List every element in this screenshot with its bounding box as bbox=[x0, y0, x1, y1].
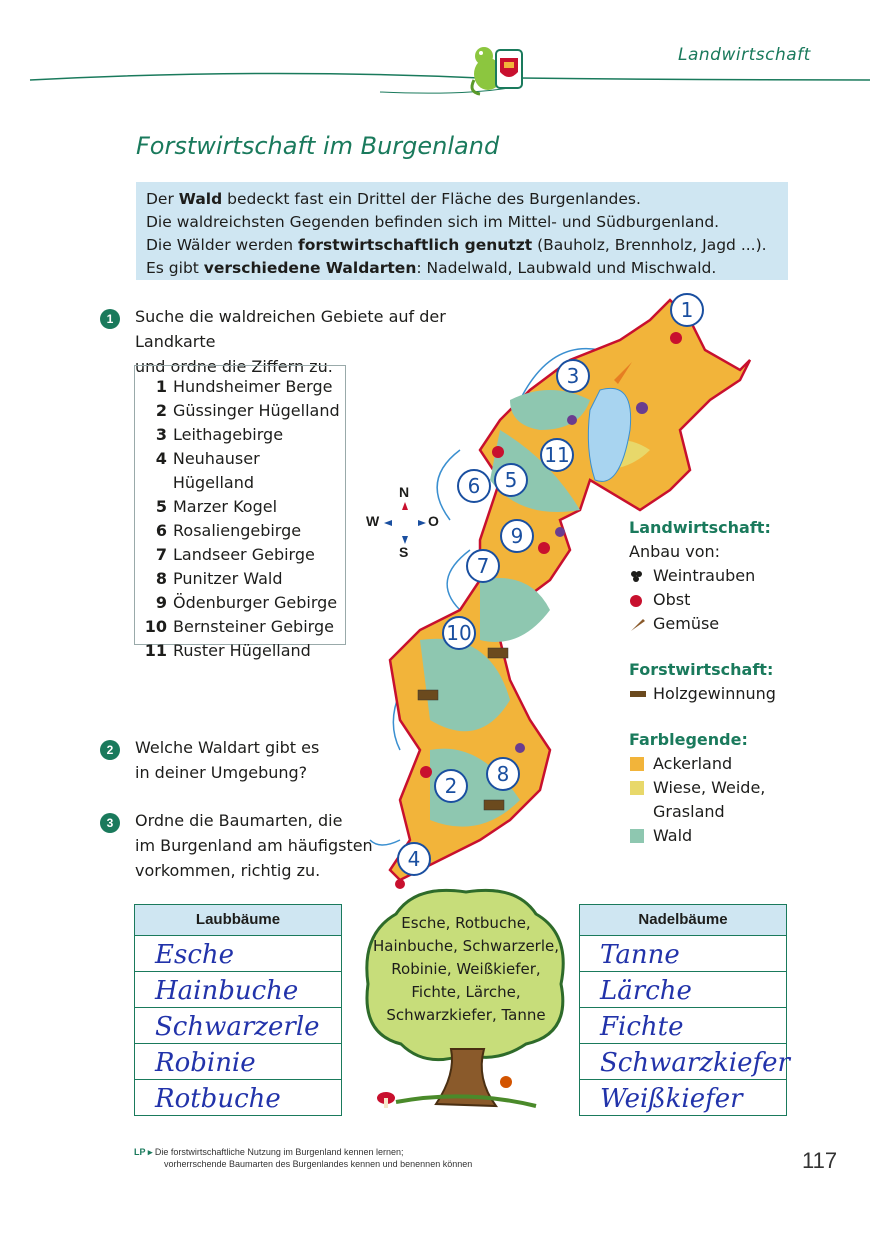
map-label-circle: 2 bbox=[434, 769, 468, 803]
legend-grapes: Weintrauben bbox=[629, 564, 829, 588]
legend-fruit: Obst bbox=[629, 588, 829, 612]
map-label-circle: 3 bbox=[556, 359, 590, 393]
laub-row[interactable]: Esche bbox=[135, 936, 341, 972]
grapes-icon bbox=[629, 568, 653, 584]
map-label-circle: 8 bbox=[486, 757, 520, 791]
region-item: 5 Marzer Kogel bbox=[155, 497, 278, 516]
map-label-circle: 4 bbox=[397, 842, 431, 876]
info-box bbox=[136, 182, 788, 280]
compass bbox=[366, 484, 442, 564]
region-item: 3 Leithagebirge bbox=[155, 425, 284, 444]
nadel-row[interactable]: Weißkiefer bbox=[600, 1084, 743, 1114]
compass-n: N bbox=[399, 484, 410, 500]
map-label-circle: 10 bbox=[442, 616, 476, 650]
section-title: Landwirtschaft bbox=[678, 45, 811, 65]
compass-o: O bbox=[428, 513, 439, 529]
nadel-header: Nadelbäume bbox=[580, 905, 786, 936]
laub-row[interactable]: Rotbuche bbox=[155, 1084, 281, 1114]
legend-forest: Wald bbox=[629, 824, 829, 848]
region-item: 10 Bernsteiner Gebirge bbox=[144, 617, 334, 636]
task-3-text: Ordne die Baumarten, die im Burgenland am häufigsten vorkommen, richtig zu. bbox=[135, 811, 373, 880]
legend-color-heading: Farblegende: bbox=[629, 730, 748, 749]
compass-arrows-icon bbox=[382, 500, 428, 546]
map-label-circle: 9 bbox=[500, 519, 534, 553]
footer-line-1: Die forstwirtschaftliche Nutzung im Burgenland kennen lernen; bbox=[154, 1147, 404, 1157]
task-number-1: 1 bbox=[100, 309, 120, 329]
wood-stack-icon bbox=[629, 689, 653, 699]
meadow-swatch bbox=[629, 780, 653, 796]
map-label-circle: 7 bbox=[466, 549, 500, 583]
lp-marker: LP ▸ bbox=[134, 1147, 153, 1157]
region-item: 2 Güssinger Hügelland bbox=[155, 401, 340, 420]
nadel-row[interactable]: Tanne bbox=[580, 936, 786, 972]
nadel-row[interactable]: Lärche bbox=[580, 972, 786, 1008]
forest-swatch bbox=[629, 828, 653, 844]
task-2-text: Welche Waldart gibt es in deiner Umgebung? bbox=[135, 738, 320, 782]
region-item: 9 Ödenburger Gebirge bbox=[155, 593, 338, 612]
region-item: 7 Landseer Gebirge bbox=[155, 545, 315, 564]
laub-row[interactable]: Robinie bbox=[135, 1044, 341, 1080]
map-label-circle: 1 bbox=[670, 293, 704, 327]
info-line-3: Die Wälder werden forstwirtschaftlich genutzt (Bauholz, Brennholz, Jagd ...). bbox=[146, 236, 767, 254]
carrot-icon bbox=[629, 616, 653, 632]
page-number: 117 bbox=[802, 1148, 838, 1173]
map-label-circle: 11 bbox=[540, 438, 574, 472]
task-1-text: Suche die waldreichen Gebiete auf der Landkarte und ordne die Ziffern zu. bbox=[135, 307, 446, 376]
footer-line-2: vorherrschende Baumarten des Burgenlandes kennen und benennen können bbox=[164, 1159, 473, 1169]
compass-w: W bbox=[366, 513, 380, 529]
legend-veg: Gemüse bbox=[629, 612, 829, 636]
legend bbox=[629, 518, 829, 848]
page-title: Forstwirtschaft im Burgenland bbox=[136, 132, 500, 160]
region-item: 4 Neuhauser Hügelland bbox=[155, 449, 260, 492]
region-list bbox=[135, 366, 345, 663]
region-names-box bbox=[134, 365, 346, 660]
legend-agri-heading: Landwirtschaft: bbox=[629, 518, 771, 537]
laub-row[interactable]: Schwarzerle bbox=[135, 1008, 341, 1044]
laubbaeume-table bbox=[134, 904, 342, 1116]
nadel-row[interactable]: Fichte bbox=[580, 1008, 786, 1044]
legend-meadow: Wiese, Weide, bbox=[629, 776, 829, 800]
region-item: 11 Ruster Hügelland bbox=[144, 641, 311, 660]
footer-learning-goals bbox=[134, 1146, 472, 1170]
laub-row[interactable]: Hainbuche bbox=[135, 972, 341, 1008]
map-label-circle: 6 bbox=[457, 469, 491, 503]
map-label-circle: 5 bbox=[494, 463, 528, 497]
region-item: 6 Rosaliengebirge bbox=[155, 521, 302, 540]
nadel-row[interactable]: Schwarzkiefer bbox=[580, 1044, 786, 1080]
laub-header: Laubbäume bbox=[135, 905, 341, 936]
nadelbaeume-table bbox=[579, 904, 790, 1116]
info-line-4: Es gibt verschiedene Waldarten: Nadelwald, Laubwald und Mischwald. bbox=[146, 259, 717, 277]
compass-s: S bbox=[399, 544, 409, 560]
tree-word-list: Esche, Rotbuche, Hainbuche, Schwarzerle, Robinie, Weißkiefer, Fichte, Lärche, Schwarzkiefer, Tanne bbox=[372, 914, 560, 1024]
info-line-2: Die waldreichsten Gegenden befinden sich im Mittel- und Südburgenland. bbox=[146, 213, 720, 231]
dragon-mascot-icon bbox=[466, 40, 528, 98]
legend-agri-sub: Anbau von: bbox=[629, 542, 721, 561]
apple-icon bbox=[629, 592, 653, 608]
legend-field: Ackerland bbox=[629, 752, 829, 776]
task-number-3: 3 bbox=[100, 813, 120, 833]
region-item: 1 Hundsheimer Berge bbox=[155, 377, 333, 396]
legend-wood: Holzgewinnung bbox=[629, 682, 829, 706]
field-swatch bbox=[629, 756, 653, 772]
task-number-2: 2 bbox=[100, 740, 120, 760]
legend-forest-heading: Forstwirtschaft: bbox=[629, 660, 774, 679]
info-line-1: Der Wald bedeckt fast ein Drittel der Fläche des Burgenlandes. bbox=[146, 190, 641, 208]
region-item: 8 Punitzer Wald bbox=[155, 569, 283, 588]
legend-meadow-line2: Grasland bbox=[653, 802, 725, 821]
